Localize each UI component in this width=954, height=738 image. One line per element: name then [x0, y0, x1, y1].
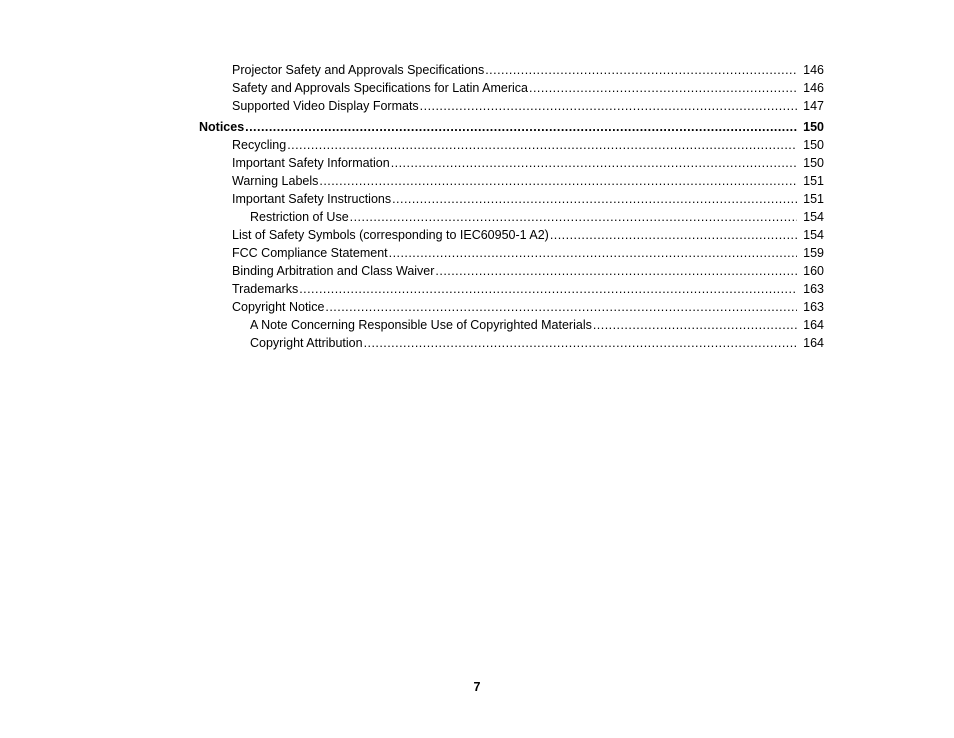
toc-entry-title: Safety and Approvals Specifications for Latin America [232, 81, 528, 95]
toc-entry[interactable] [0, 190, 824, 208]
dot-leader [325, 298, 797, 316]
toc-entry-title: Notices [199, 120, 245, 134]
toc-entry-title: FCC Compliance Statement [232, 246, 388, 260]
toc-entry[interactable] [0, 172, 824, 190]
toc-entry-title: Warning Labels [232, 174, 319, 188]
dot-leader [420, 97, 797, 115]
dot-leader [319, 172, 797, 190]
toc-entry-page: 151 [803, 192, 824, 206]
toc-entry-page: 154 [803, 228, 824, 242]
dot-leader [391, 154, 797, 172]
toc-entry-page: 159 [803, 246, 824, 260]
dot-leader [364, 334, 797, 352]
toc-entry-page: 163 [803, 300, 824, 314]
toc-entry-page: 160 [803, 264, 824, 278]
toc-entry-title: List of Safety Symbols (corresponding to IEC60950-1 A2) [232, 228, 549, 242]
dot-leader [392, 190, 797, 208]
toc-entry[interactable] [0, 316, 824, 334]
toc-entry[interactable] [0, 208, 824, 226]
toc-entry[interactable] [0, 262, 824, 280]
toc-entry[interactable] [0, 298, 824, 316]
toc-entry-title: Important Safety Instructions [232, 192, 392, 206]
dot-leader [389, 244, 797, 262]
dot-leader [593, 316, 797, 334]
dot-leader [550, 226, 797, 244]
toc-entry-page: 164 [803, 318, 824, 332]
toc-entry-page: 151 [803, 174, 824, 188]
toc-entry[interactable] [0, 226, 824, 244]
toc-entry-title: Restriction of Use [250, 210, 349, 224]
toc-entry-page: 146 [803, 81, 824, 95]
toc-entry-title: Binding Arbitration and Class Waiver [232, 264, 435, 278]
toc-entry-page: 150 [803, 120, 824, 134]
toc-entry[interactable] [0, 79, 824, 97]
toc-entry[interactable] [0, 97, 824, 115]
toc-entry-page: 146 [803, 63, 824, 77]
toc-entry-page: 164 [803, 336, 824, 350]
dot-leader [350, 208, 797, 226]
toc-entry[interactable] [0, 244, 824, 262]
dot-leader [245, 118, 797, 136]
toc-entry-page: 150 [803, 156, 824, 170]
toc-entry-page: 154 [803, 210, 824, 224]
toc-entry-page: 147 [803, 99, 824, 113]
toc-entry-page: 150 [803, 138, 824, 152]
toc-entry-title: Trademarks [232, 282, 299, 296]
toc-entry-title: A Note Concerning Responsible Use of Copyrighted Materials [250, 318, 592, 332]
dot-leader [529, 79, 797, 97]
dot-leader [287, 136, 797, 154]
dot-leader [485, 61, 797, 79]
table-of-contents [0, 61, 954, 352]
toc-entry[interactable] [0, 61, 824, 79]
toc-entry-title: Important Safety Information [232, 156, 390, 170]
page-number: 7 [473, 680, 481, 694]
toc-entry[interactable] [0, 136, 824, 154]
toc-entry-page: 163 [803, 282, 824, 296]
toc-entry-title: Recycling [232, 138, 287, 152]
toc-entry-title: Projector Safety and Approvals Specifications [232, 63, 485, 77]
toc-entry[interactable] [0, 154, 824, 172]
toc-entry[interactable] [0, 280, 824, 298]
dot-leader [299, 280, 797, 298]
dot-leader [435, 262, 797, 280]
toc-entry-title: Copyright Attribution [250, 336, 363, 350]
toc-entry[interactable] [0, 334, 824, 352]
toc-section-heading[interactable] [0, 118, 824, 136]
toc-entry-title: Copyright Notice [232, 300, 325, 314]
toc-entry-title: Supported Video Display Formats [232, 99, 419, 113]
